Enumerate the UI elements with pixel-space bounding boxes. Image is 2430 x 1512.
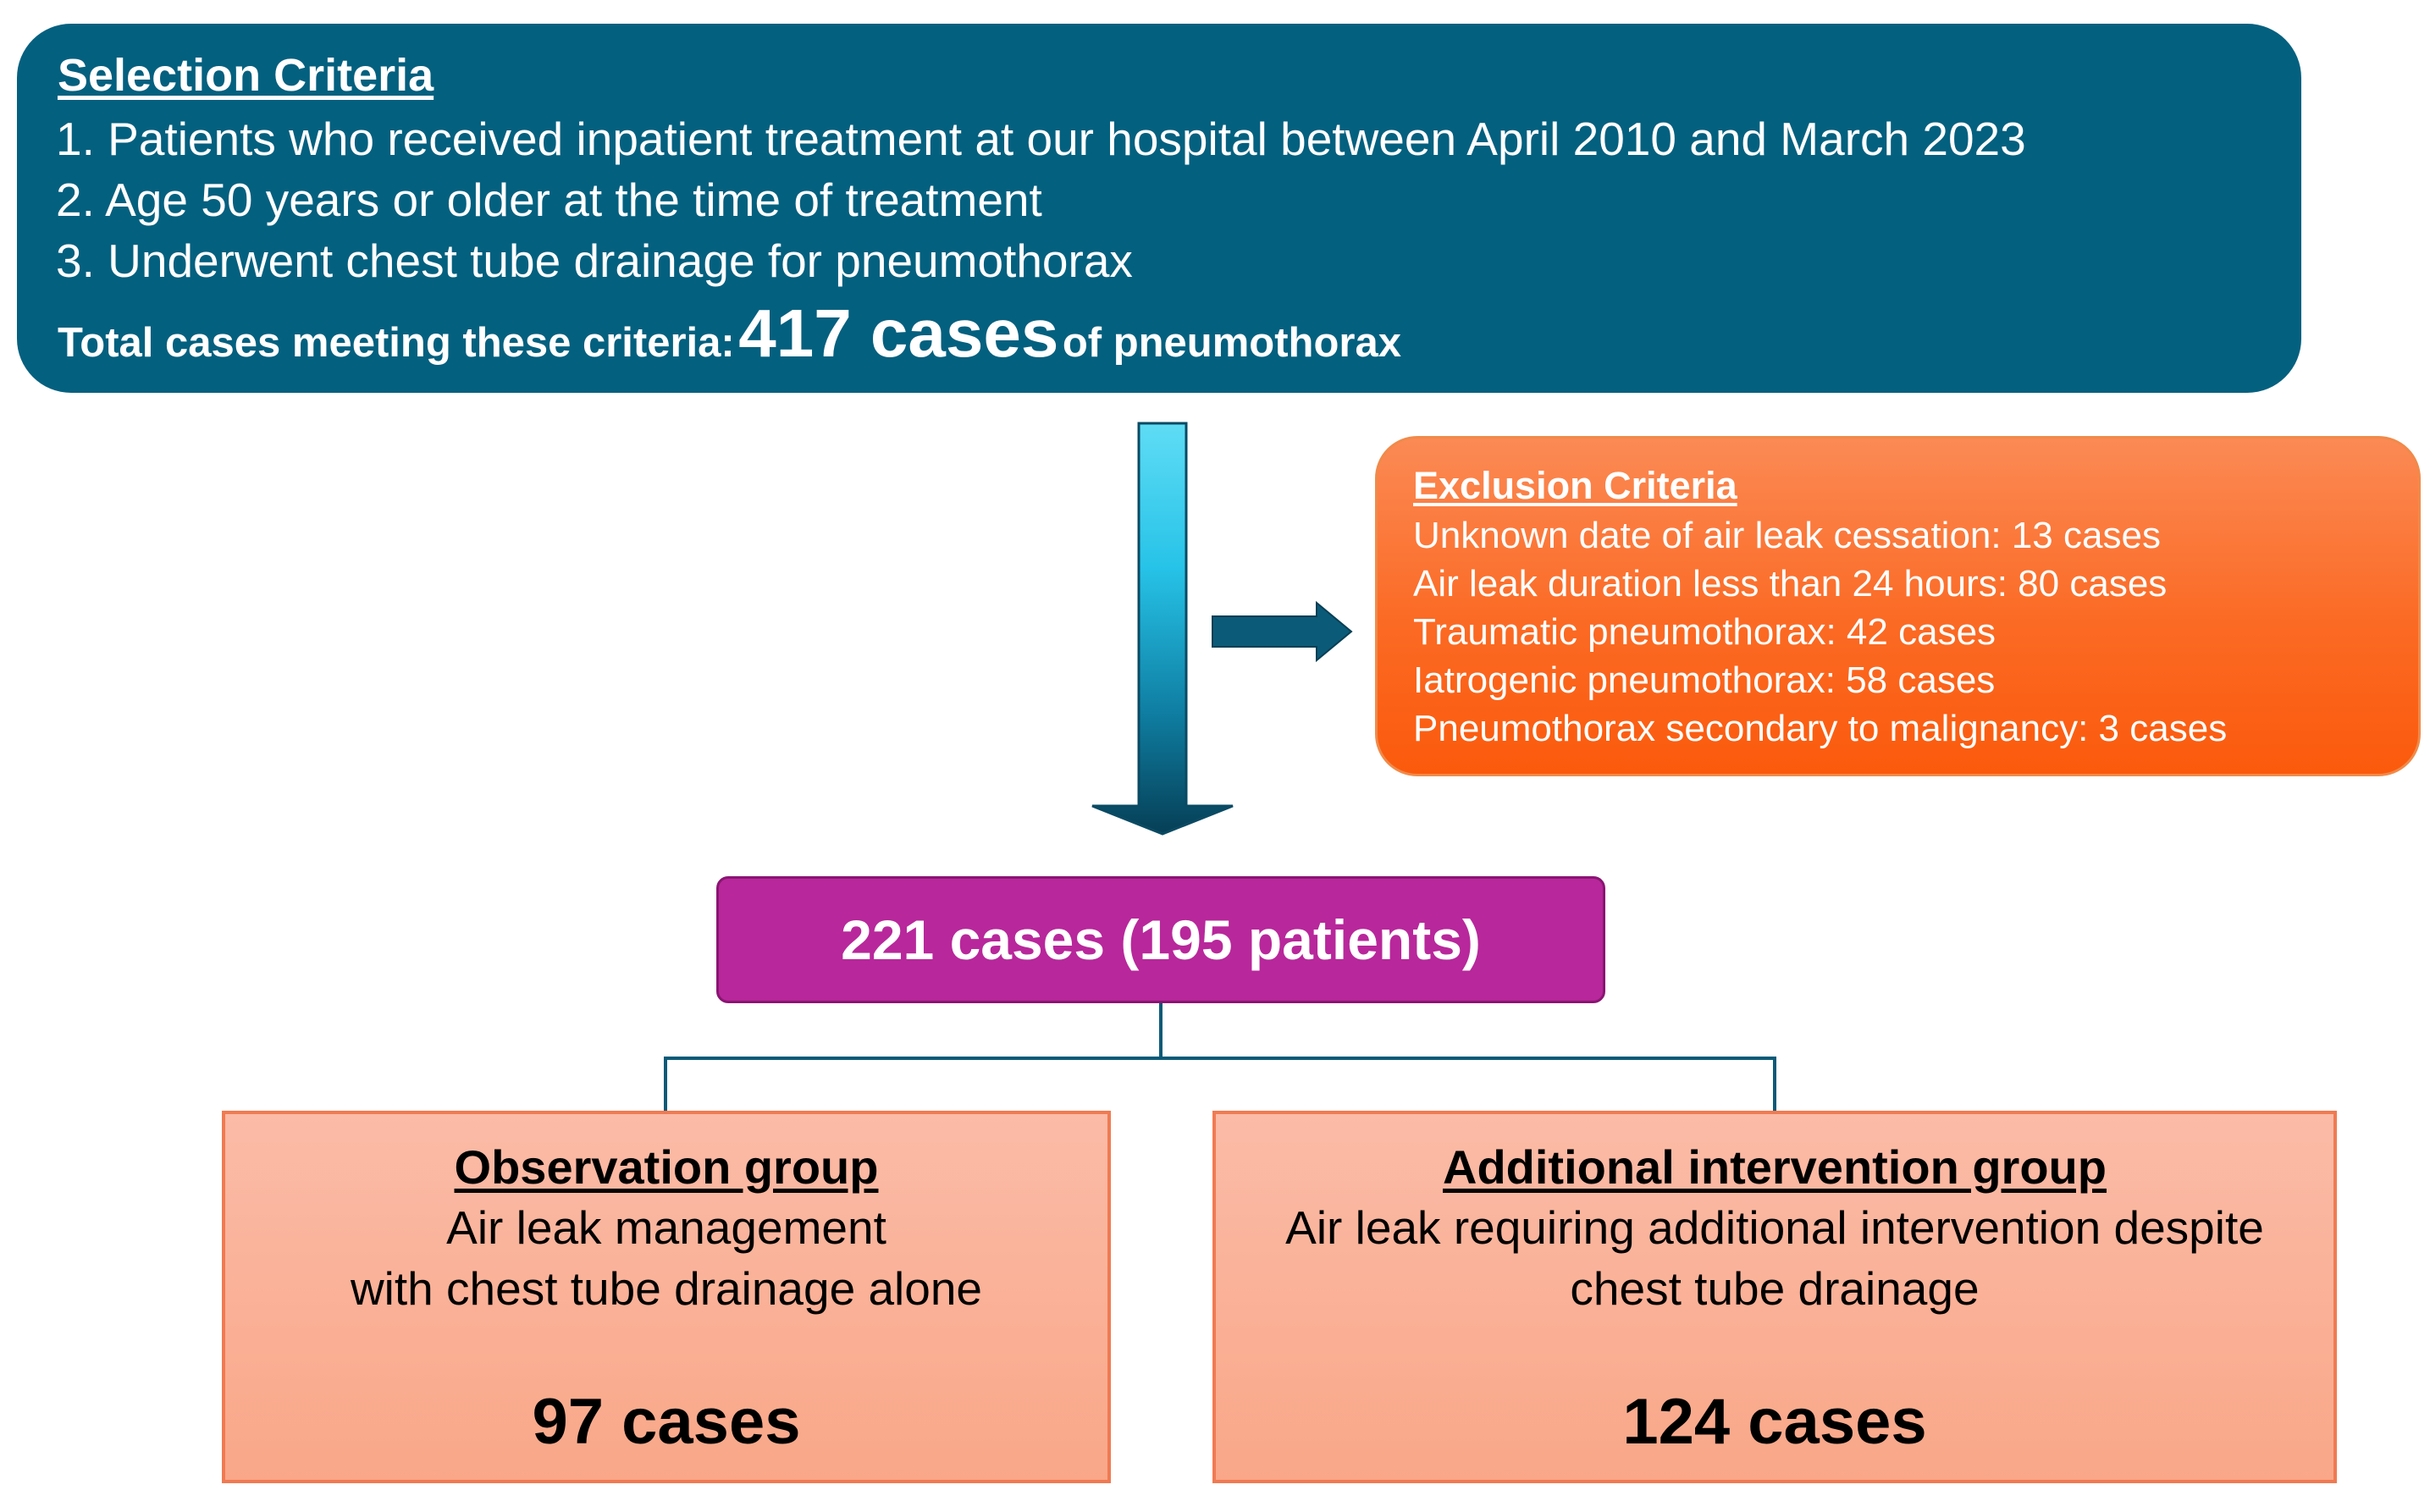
exclusion-item-2: Air leak duration less than 24 hours: 80 cases (1413, 563, 2168, 604)
included-cases-box (716, 876, 1605, 1003)
selection-criterion-1: 1. Patients who received inpatient treatment at our hospital between April 2010 and March 2023 (56, 113, 2026, 165)
intervention-group-desc-line2: chest tube drainage (1570, 1262, 1980, 1315)
intervention-group-desc-line1: Air leak requiring additional intervention despite (1285, 1201, 2264, 1254)
exclusion-item-5: Pneumothorax secondary to malignancy: 3 cases (1413, 708, 2228, 749)
selection-criterion-3: 3. Underwent chest tube drainage for pneumothorax (56, 235, 1133, 287)
exclusion-arrow (1212, 603, 1351, 660)
exclusion-criteria-title: Exclusion Criteria (1413, 464, 1737, 507)
selection-total-prefix: Total cases meeting these criteria: (58, 320, 735, 366)
split-connector (665, 1003, 1775, 1111)
observation-group-desc-line2: with chest tube drainage alone (350, 1262, 983, 1315)
intervention-group-title: Additional intervention group (1443, 1140, 2107, 1194)
observation-group-box (222, 1111, 1111, 1483)
exclusion-item-4: Iatrogenic pneumothorax: 58 cases (1413, 659, 1996, 701)
intervention-group-count: 124 cases (1622, 1386, 1927, 1458)
intervention-group-box (1212, 1111, 2337, 1483)
exclusion-item-3: Traumatic pneumothorax: 42 cases (1413, 611, 1996, 653)
observation-group-count: 97 cases (532, 1386, 801, 1458)
selection-total (58, 295, 1401, 372)
selection-total-count: 417 cases (738, 295, 1059, 371)
selection-criteria-box (17, 24, 2301, 393)
observation-group-title: Observation group (454, 1140, 879, 1194)
included-cases-label: 221 cases (195 patients) (841, 908, 1481, 971)
exclusion-criteria-box (1375, 436, 2421, 776)
selection-criteria-title: Selection Criteria (58, 50, 434, 101)
exclusion-item-1: Unknown date of air leak cessation: 13 cases (1413, 515, 2161, 556)
selection-criterion-2: 2. Age 50 years or older at the time of treatment (56, 174, 1042, 226)
observation-group-desc-line1: Air leak management (446, 1201, 886, 1254)
selection-total-suffix: of pneumothorax (1062, 320, 1401, 366)
